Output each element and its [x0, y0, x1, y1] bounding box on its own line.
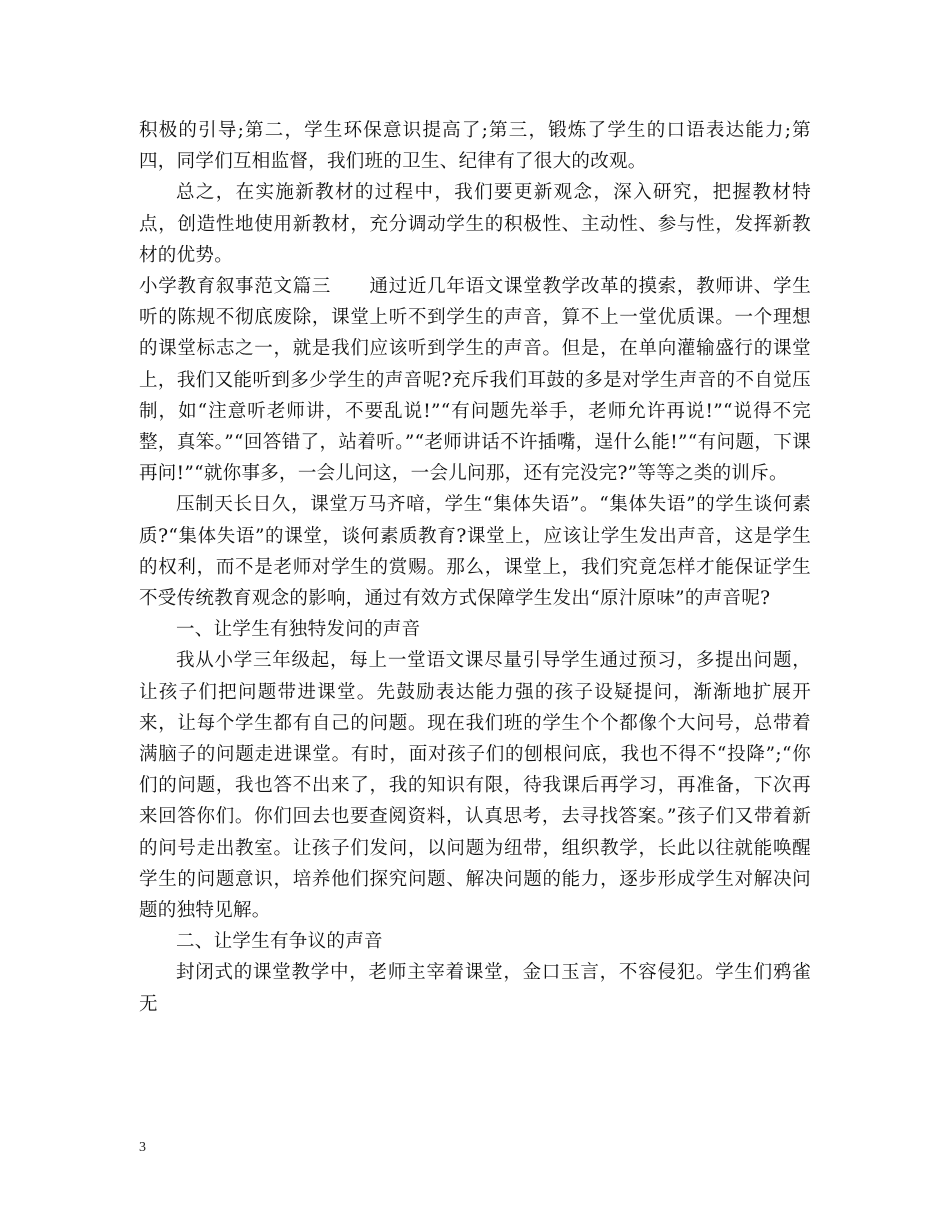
- subheading: 二、让学生有争议的声音: [176, 931, 383, 953]
- paragraph: 总之，在实施新教材的过程中，我们要更新观念，深入研究，把握教材特点，创造性地使用新教材，充分调动学生的积极性、主动性、参与性，发挥新教材的优势。: [139, 182, 811, 266]
- page-number: 3: [139, 1140, 146, 1155]
- subheading: 一、让学生有独特发问的声音: [176, 619, 421, 641]
- section-paragraph: [139, 271, 811, 489]
- paragraph: 我从小学三年级起，每上一堂语文课尽量引导学生通过预习，多提出问题，让孩子们把问题带进课堂。先鼓励表达能力强的孩子设疑提问，渐渐地扩展开来，让每个学生都有自己的问题。现在我们班的学生个个都像个大问号，总带着满脑子的问题走进课堂。有时，面对孩子们的刨根问底，我也不得不“投降”;“你们的问题，我也答不出来了，我的知识有限，待我课后再学习，再准备，下次再来回答你们。你们回去也要查阅资料，认真思考，去寻找答案。”孩子们又带着新的问号走出教室。让孩子们发问，以问题为纽带，组织教学，长此以往就能唤醒学生的问题意识，培养他们探究问题、解决问题的能力，逐步形成学生对解决问题的独特见解。: [139, 650, 811, 922]
- paragraph: 积极的引导;第二，学生环保意识提高了;第三，锻炼了学生的口语表达能力;第四，同学们互相监督，我们班的卫生、纪律有了很大的改观。: [139, 120, 811, 173]
- section-title: 小学教育叙事范文篇三: [139, 276, 332, 298]
- paragraph: 封闭式的课堂教学中，老师主宰着课堂，金口玉言，不容侵犯。学生们鸦雀无: [139, 962, 811, 1015]
- paragraph: 压制天长日久，课堂万马齐喑，学生“集体失语”。“集体失语”的学生谈何素质?“集体失语”的课堂，谈何素质教育?课堂上，应该让学生发出声音，这是学生的权利，而不是老师对学生的赏赐。那么，课堂上，我们究竟怎样才能保证学生不受传统教育观念的影响，通过有效方式保障学生发出“原汁原味”的声音呢?: [139, 494, 811, 610]
- paragraph-text: 通过近几年语文课堂教学改革的摸索，教师讲、学生听的陈规不彻底废除，课堂上听不到学生的声音，算不上一堂优质课。一个理想的课堂标志之一，就是我们应该听到学生的声音。但是，在单向灌输盛行的课堂上，我们又能听到多少学生的声音呢?充斥我们耳鼓的多是对学生声音的不自觉压制，如“注意听老师讲，不要乱说!”“有问题先举手，老师允许再说!”“说得不完整，真笨。”“回答错了，站着听。”“老师讲话不许插嘴，逞什么能!”“有问题，下课再问!”“就你事多，一会儿问这，一会儿问那，还有完没完?”等等之类的训斥。: [139, 276, 811, 485]
- document-body: [139, 115, 811, 1020]
